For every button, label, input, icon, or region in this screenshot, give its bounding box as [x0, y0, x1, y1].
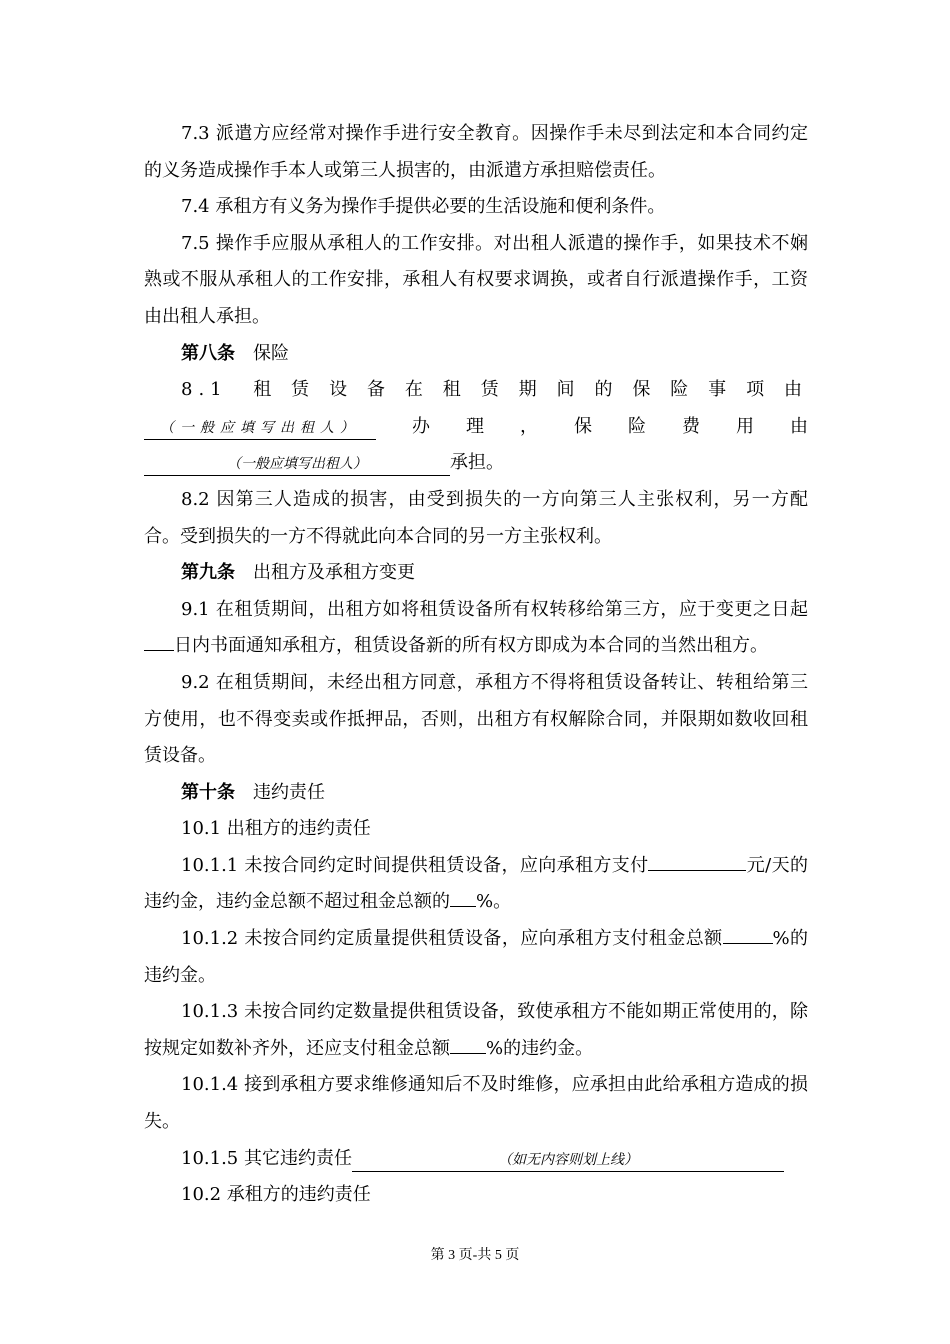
- clause-8-1: [144, 372, 808, 482]
- clause-8-1-text-a: 8.1 租赁设备在租赁期间的保险事项由: [181, 379, 808, 401]
- clause-10-1-3-text-b: %的违约金。: [486, 1037, 594, 1059]
- clause-8-1-text-c: 承担。: [450, 452, 504, 474]
- article-9-heading: [144, 555, 808, 592]
- clause-10-1-3: [144, 994, 808, 1067]
- clause-10-1-4: 10.1.4 接到承租方要求维修通知后不及时维修，应承担由此给承租方造成的损失。: [144, 1074, 808, 1133]
- clause-10-1-2-text-b: %的违约金。: [144, 928, 808, 986]
- article-10-heading: [144, 775, 808, 812]
- insurance-handler-blank[interactable]: （一般应填写出租人）: [144, 417, 376, 440]
- article-8-heading: [144, 336, 808, 373]
- insurance-payer-blank[interactable]: （一般应填写出租人）: [144, 453, 450, 476]
- clause-8-1-text-b: 办理，保险费用由: [376, 415, 808, 437]
- penalty-cap-percent-blank[interactable]: [450, 884, 476, 907]
- page-number: 第 3 页-共 5 页: [430, 1248, 520, 1263]
- clause-10-2: 10.2 承租方的违约责任: [181, 1184, 371, 1206]
- clause-9-1: [144, 592, 808, 665]
- clause-10-1: 10.1 出租方的违约责任: [181, 818, 371, 840]
- article-10-title: 违约责任: [253, 781, 325, 803]
- other-liability-blank[interactable]: （如无内容则划上线）: [352, 1149, 784, 1172]
- daily-penalty-blank[interactable]: [648, 848, 746, 871]
- article-9-label: 第九条: [181, 562, 235, 584]
- quantity-penalty-percent-blank[interactable]: [450, 1031, 486, 1054]
- article-9-title: 出租方及承租方变更: [253, 562, 415, 584]
- quality-penalty-percent-blank[interactable]: [723, 921, 773, 944]
- clause-10-1-3-text-a: 10.1.3 未按合同约定数量提供租赁设备，致使承租方不能如期正常使用的，除按规定如数补齐外，还应支付租金总额: [144, 1001, 808, 1059]
- article-8-label: 第八条: [181, 342, 235, 364]
- clause-9-1-text-b: 日内书面通知承租方，租赁设备新的所有权方即成为本合同的当然出租方。: [174, 635, 768, 657]
- notice-days-blank[interactable]: [144, 628, 174, 651]
- clause-9-1-text-a: 9.1 在租赁期间，出租方如将租赁设备所有权转移给第三方，应于变更之日起: [181, 598, 808, 620]
- clause-7-5: 7.5 操作手应服从承租人的工作安排。对出租人派遣的操作手，如果技术不娴熟或不服从承租人的工作安排，承租人有权要求调换，或者自行派遣操作手，工资由出租人承担。: [144, 232, 808, 327]
- clause-8-2: 8.2 因第三人造成的损害，由受到损失的一方向第三人主张权利，另一方配合。受到损失的一方不得就此向本合同的另一方主张权利。: [144, 488, 808, 547]
- clause-10-1-1: [144, 848, 808, 921]
- clause-10-1-5: [144, 1141, 808, 1178]
- clause-10-1-2: [144, 921, 808, 994]
- clause-10-1-1-text-c: %。: [476, 891, 512, 913]
- clause-7-4: 7.4 承租方有义务为操作手提供必要的生活设施和便利条件。: [181, 196, 666, 218]
- clause-10-1-1-text-a: 10.1.1 未按合同约定时间提供租赁设备，应向承租方支付: [181, 854, 649, 876]
- article-10-label: 第十条: [181, 781, 235, 803]
- document-body: [144, 116, 808, 1214]
- clause-9-2: 9.2 在租赁期间，未经出租方同意，承租方不得将租赁设备转让、转租给第三方使用，也不得变卖或作抵押品，否则，出租方有权解除合同，并限期如数收回租赁设备。: [144, 671, 808, 767]
- clause-10-1-2-text-a: 10.1.2 未按合同约定质量提供租赁设备，应向承租方支付租金总额: [181, 928, 723, 950]
- clause-7-3: 7.3 派遣方应经常对操作手进行安全教育。因操作手未尽到法定和本合同约定的义务造成操作手本人或第三人损害的，由派遣方承担赔偿责任。: [144, 123, 808, 181]
- clause-10-1-1-text-b: 元/天的违约金，违约金总额不超过租金总额的: [144, 854, 808, 913]
- clause-10-1-5-text-a: 10.1.5 其它违约责任: [181, 1147, 352, 1169]
- article-8-title: 保险: [253, 342, 289, 364]
